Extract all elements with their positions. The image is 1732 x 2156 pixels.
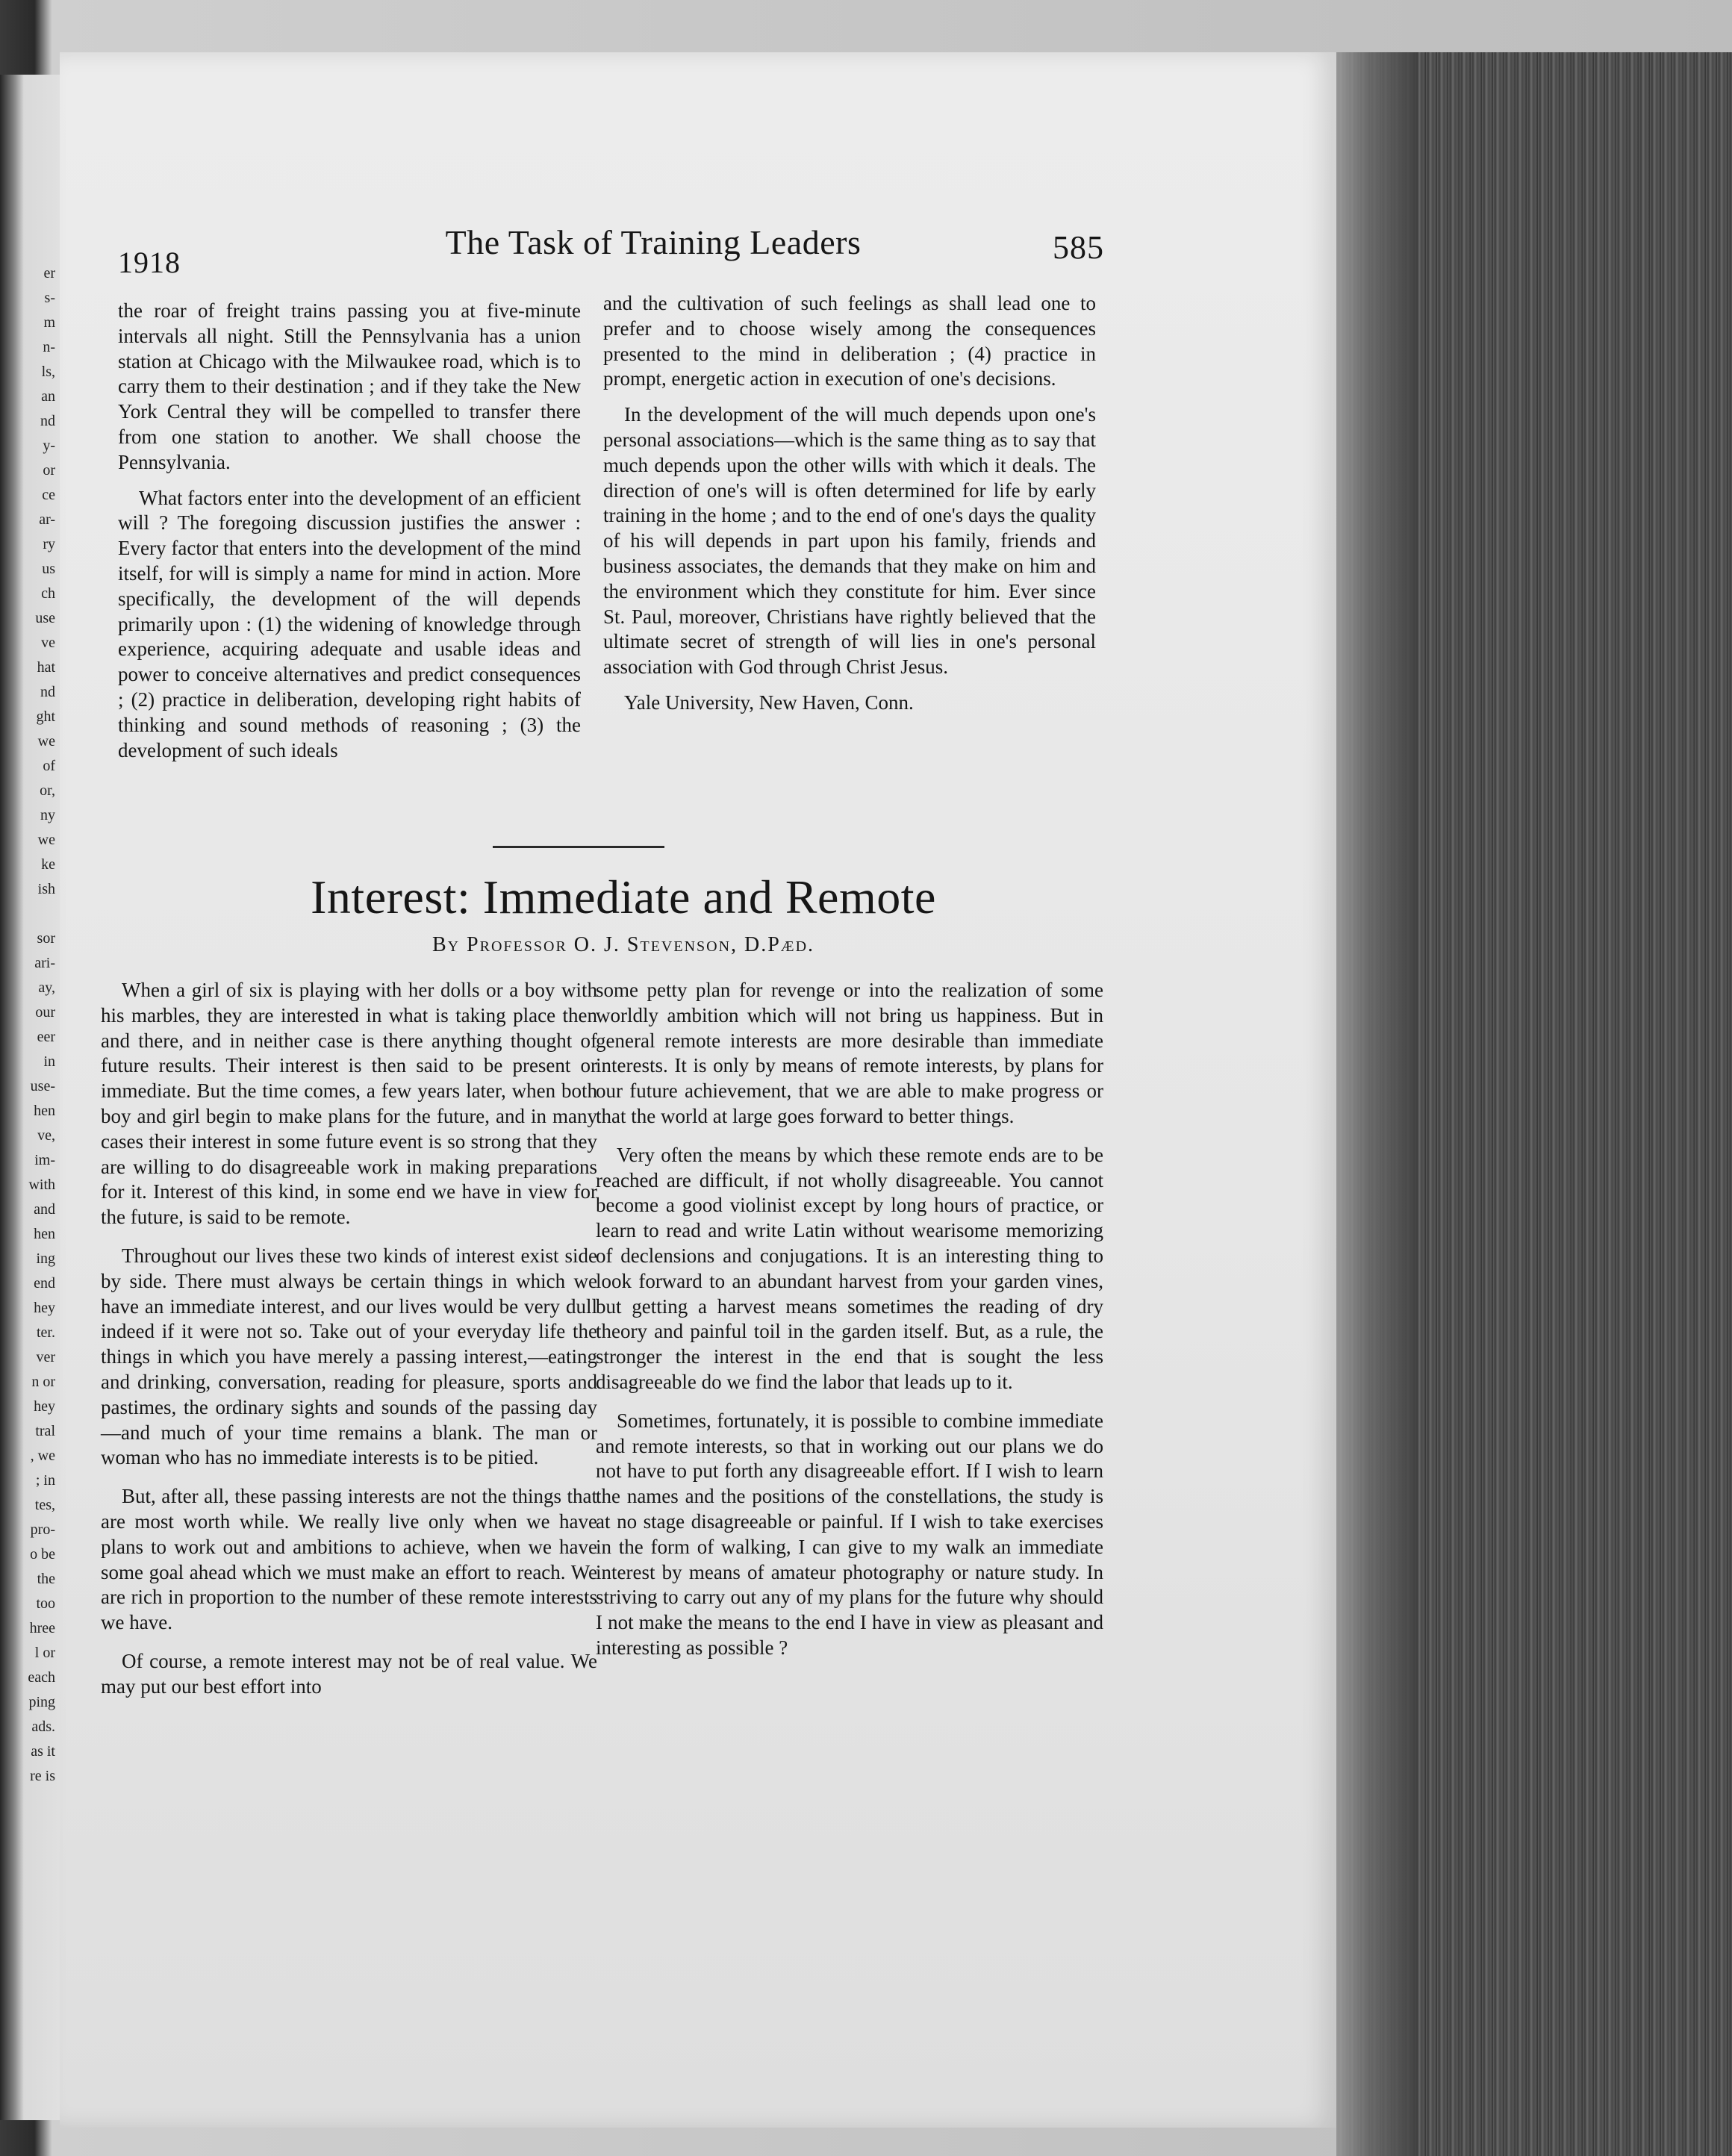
facing-page-fragment: nd <box>40 413 55 429</box>
journal-page <box>60 52 1336 2128</box>
facing-page-fragment: we <box>37 832 55 848</box>
facing-page-fragment: im- <box>34 1152 55 1168</box>
facing-page-fragment: ce <box>42 487 55 503</box>
facing-page-fragment: ari- <box>34 955 55 971</box>
facing-page-fragment: n or <box>31 1374 55 1390</box>
facing-page-fragment: hat <box>37 659 55 676</box>
facing-page-fragment: y- <box>43 437 55 454</box>
facing-page-fragment: as it <box>31 1743 55 1760</box>
facing-page-fragment: ry <box>43 536 55 552</box>
paragraph: In the development of the will much depends upon one's personal associations—which is the same thing as to say that much depends upon the other wills with which it deals. The direction of one's will is often determined for life by early training in the home ; and to the end of one's days the quality of his will depends in part upon his family, friends and business associates, the demands that they make on him and the environment which they constitute for him. Ever since St. Paul, moreover, Christians have rightly believed that the ultimate secret of strength of will lies in one's personal association with God through Christ Jesus. <box>603 403 1096 679</box>
facing-page-fragment: ve, <box>37 1127 55 1144</box>
author-affiliation: Yale University, New Haven, Conn. <box>624 691 914 714</box>
facing-page-fragment: hey <box>34 1398 55 1415</box>
facing-page-fragment: ch <box>41 585 55 602</box>
facing-page-fragment: ar- <box>39 511 55 528</box>
facing-page-fragment: sor <box>37 930 55 947</box>
paragraph: Sometimes, fortunately, it is possible to combine immediate and remote interests, so that in working out our plans we do not have to put forth any disagreeable effort. If I wish to learn the names and the positions of the constellations, the study is at no stage disagreeable or painful. If I wish to take exercises in the form of walking, I can give to my walk an immediate interest by means of amateur photography or nature study. In striving to carry out any of my plans for the future why should I not make the means to the end I have in view as pleasant and interesting as possible ? <box>596 1409 1103 1659</box>
facing-page-fragment: ish <box>37 881 55 897</box>
article-title: Interest: Immediate and Remote <box>311 870 936 923</box>
facing-page-fragment: hen <box>34 1226 55 1242</box>
facing-page-fragment: pro- <box>30 1521 55 1538</box>
facing-page-fragment: the <box>37 1571 55 1587</box>
page-number: 585 <box>1053 229 1104 266</box>
paragraph: But, after all, these passing interests are not the things that are most worth while. We really live only when we have plans to work out and ambitions to achieve, when we have some goal ahead which we must make an effort to reach. We are rich in proportion to the number of these remote interests we have. <box>101 1485 597 1634</box>
book-spine-shadow <box>1336 52 1418 2156</box>
paragraph: some petty plan for revenge or into the realization of some worldly ambition which will not bring us happiness. But in general remote interests are more desirable than immediate interests. It is only by means of remote interests, by plans for our future achievement, that we are able to make progress or that the world at large goes forward to better things. <box>596 979 1103 1127</box>
facing-page-fragment: nd <box>40 684 55 700</box>
paragraph: the roar of freight trains passing you at five-minute intervals all night. Still the Pennsylvania has a union station at Chicago with the Milwaukee road, which is to carry them to their destination ; and if they take the New York Central they will be compelled to transfer there from one station to another. We shall choose the Pennsylvania. <box>118 299 581 473</box>
facing-page-fragment: end <box>34 1275 55 1292</box>
facing-page-fragment: , we <box>30 1448 55 1464</box>
facing-page-fragment: or, <box>40 782 55 799</box>
facing-page-fragment: ads. <box>31 1719 55 1735</box>
running-head <box>60 222 1336 282</box>
facing-page-fragment: hree <box>29 1620 55 1636</box>
facing-page-fragment: and <box>34 1201 55 1218</box>
article-byline: By Professor O. J. Stevenson, D.Pæd. <box>432 933 815 956</box>
facing-page-fragment: tral <box>35 1423 55 1439</box>
facing-page-fragment: each <box>28 1669 55 1686</box>
previous-article-column-right <box>603 291 1096 726</box>
facing-page-fragment: too <box>36 1595 55 1612</box>
previous-article-column-left <box>118 299 581 773</box>
paragraph: Of course, a remote interest may not be of real value. We may put our best effort into <box>101 1649 597 1698</box>
facing-page-fragment: ay, <box>38 979 55 996</box>
article-divider <box>493 846 664 848</box>
facing-page-fragment: hen <box>34 1103 55 1119</box>
facing-page-fragment: ; in <box>35 1472 55 1489</box>
facing-page-fragment: or <box>43 462 55 479</box>
facing-page-fragment: m <box>43 314 55 331</box>
paragraph: What factors enter into the development of an efficient will ? The foregoing discussion justifies the answer : Every factor that enters into the development of the mind itself, for will is simply a name for mind in action. More specifically, the development of the will depends primarily upon : (1) the widening of knowledge through experience, acquiring adequate and usable ideas and power to conceive alternatives and predict consequences ; (2) practice in deliberation, developing right habits of thinking and sound methods of reasoning ; (3) the development of such ideals <box>118 486 581 761</box>
paragraph: Throughout our lives these two kinds of interest exist side by side. There must always be certain things in which we have an immediate interest, and our lives would be very dull indeed if it were not so. Take out of your everyday life the things in which you have merely a passing interest,—eating and drinking, conversation, reading for pleasure, sports and pastimes, the ordinary sights and sounds of the passing day—and much of your time remains a blank. The man or woman who has no immediate interests is to be pitied. <box>101 1244 597 1469</box>
facing-page-fragment: ght <box>36 708 55 725</box>
facing-page-fragment: us <box>42 561 55 577</box>
facing-page-fragment: use- <box>30 1078 55 1094</box>
facing-page-fragment: ver <box>36 1349 55 1365</box>
facing-page-fragment: ing <box>36 1250 55 1267</box>
facing-page-fragment: of <box>43 758 55 774</box>
facing-page-fragment: s- <box>44 290 55 306</box>
facing-page-fragment <box>3 902 55 926</box>
facing-page-fragment: ping <box>28 1694 55 1710</box>
facing-page-fragments <box>3 261 55 1789</box>
facing-page-edge <box>0 75 60 2120</box>
facing-page-fragment: with <box>28 1177 55 1193</box>
facing-page-fragment: ls, <box>41 364 55 380</box>
facing-page-fragment: l or <box>34 1645 55 1661</box>
header-title: The Task of Training Leaders <box>445 223 862 261</box>
facing-page-fragment: ny <box>40 807 55 823</box>
header-year: 1918 <box>118 246 181 279</box>
article-column-right <box>596 978 1103 1674</box>
facing-page-fragment: hey <box>34 1300 55 1316</box>
facing-page-fragment: ke <box>41 856 55 873</box>
paragraph: and the cultivation of such feelings as shall lead one to prefer and to choose wisely among the consequences presented to the mind in deliberation ; (4) practice in prompt, energetic action in execution of one's decisions. <box>603 292 1096 390</box>
facing-page-fragment: tes, <box>34 1497 55 1513</box>
article-column-left <box>101 978 597 1713</box>
facing-page-fragment: o be <box>30 1546 55 1563</box>
facing-page-fragment: in <box>43 1053 55 1070</box>
facing-page-fragment: ve <box>41 635 55 651</box>
paragraph: When a girl of six is playing with her dolls or a boy with his marbles, they are interested in what is taking place then and there, and in neither case is there anything thought of future results. Their interest is then said to be present or immediate. But the time comes, a few years later, when both boy and girl begin to make plans for the future, and in many cases their interest in some future event is so strong that they are willing to do disagreeable work in making preparations for it. Interest of this kind, in some end we have in view for the future, is said to be remote. <box>101 979 597 1229</box>
facing-page-fragment: an <box>41 388 55 405</box>
facing-page-fragment: our <box>35 1004 55 1021</box>
facing-page-fragment: n- <box>43 339 55 355</box>
facing-page-fragment: we <box>37 733 55 750</box>
facing-page-fragment: use <box>35 610 55 626</box>
facing-page-fragment: ter. <box>37 1324 55 1341</box>
paragraph: Very often the means by which these remote ends are to be reached are difficult, if not wholly disagreeable. You cannot become a good violinist except by long hours of practice, or learn to read and write Latin without wearisome memorizing of declensions and conjugations. It is an interesting thing to look forward to an abundant harvest from your garden vines, but getting a harvest means sometimes the reading of dry theory and painful toil in the garden itself. But, as a rule, the stronger the interest in the end that is sought the less disagreeable do we find the labor that leads up to it. <box>596 1143 1103 1393</box>
facing-page-fragment: eer <box>37 1029 55 1045</box>
facing-page-fragment: er <box>43 265 55 281</box>
facing-page-fragment: re is <box>30 1768 55 1784</box>
